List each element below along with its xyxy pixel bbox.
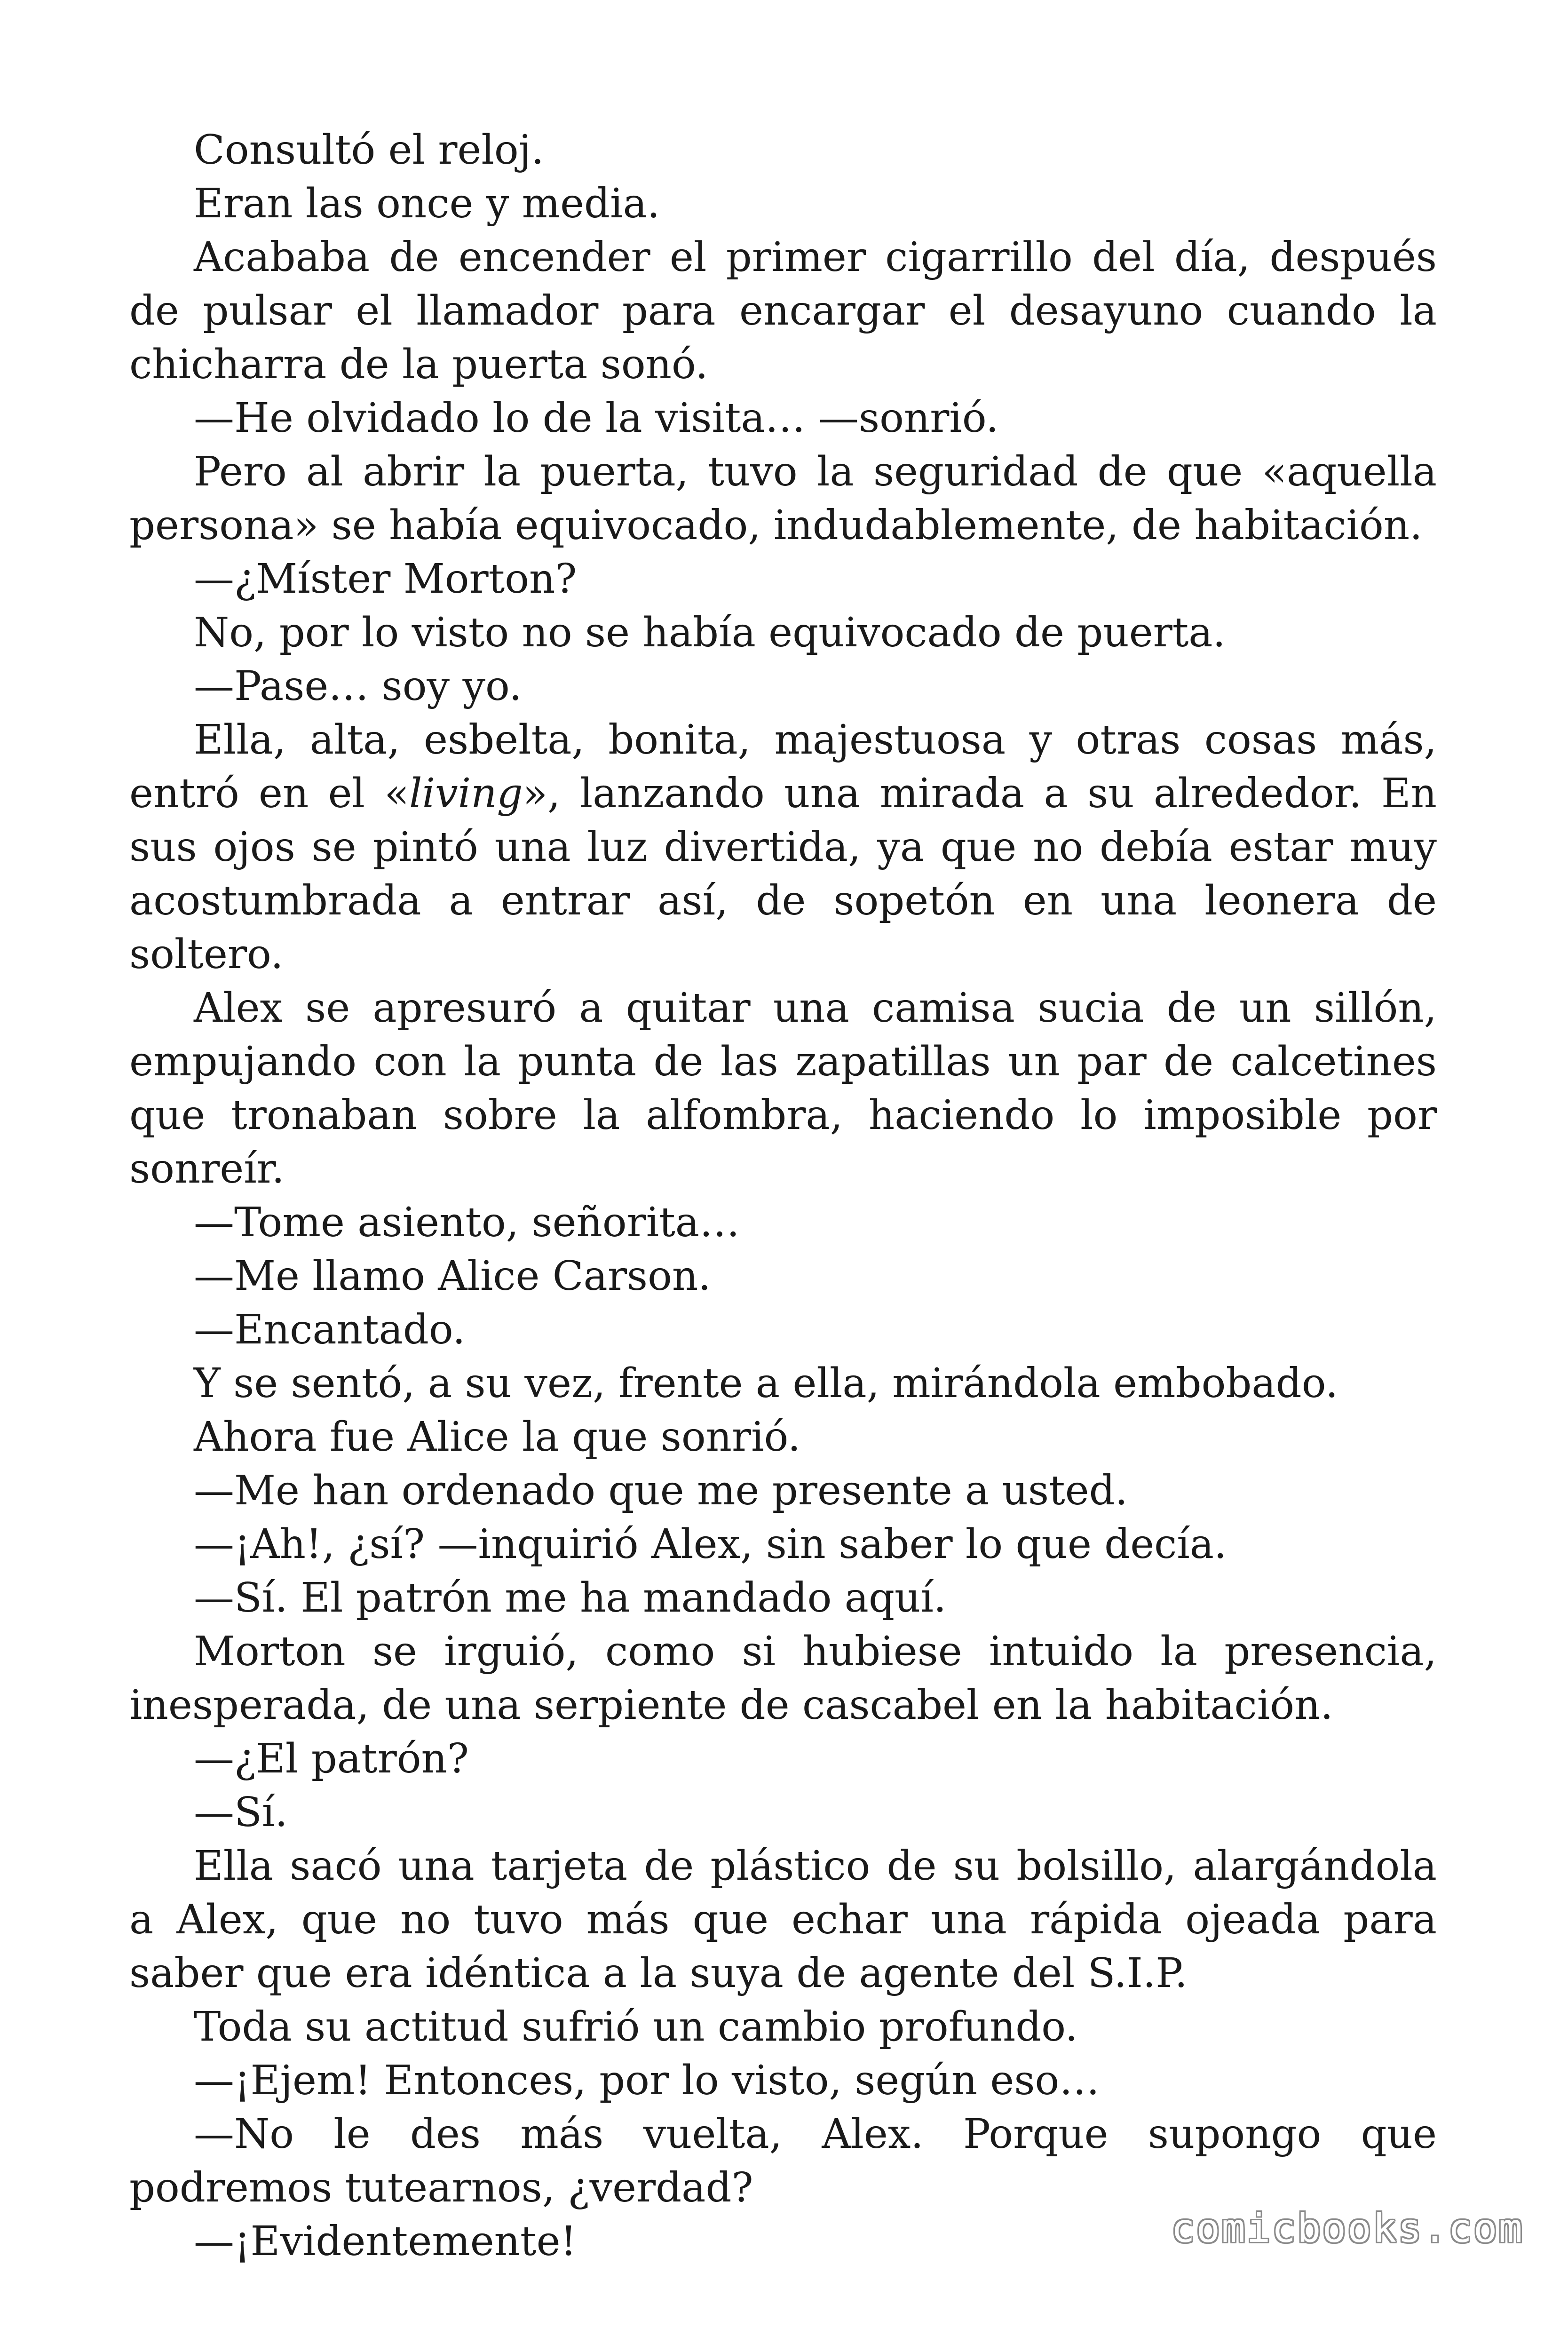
paragraph: —Me han ordenado que me presente a usted. [194,1467,1128,1514]
paragraph: —He olvidado lo de la visita… —sonrió. [194,395,999,442]
paragraph: —¡Evidentemente! [194,2218,577,2265]
italic-word: living [409,770,523,817]
book-page-text [129,123,1437,2268]
paragraph: —Encantado. [194,1306,466,1353]
paragraph: Toda su actitud sufrió un cambio profundo. [194,2003,1078,2050]
paragraph-text: Ella, alta, esbelta, bonita, majestuosa y otras cosas más, entró en el « [129,716,1437,817]
paragraph: Pero al abrir la puerta, tuvo la seguridad de que «aquella persona» se había equivocado, indudablemente, de habitación. [129,448,1437,549]
paragraph: —Sí. El patrón me ha mandado aquí. [194,1574,947,1621]
paragraph: Acababa de encender el primer cigarrillo del día, después de pulsar el llamador para encargar el desayuno cuando la chicharra de la puerta sonó. [129,234,1437,388]
paragraph: —¿Míster Morton? [194,556,577,603]
paragraph: Ahora fue Alice la que sonrió. [194,1414,801,1461]
paragraph: —Pase… soy yo. [194,663,522,710]
paragraph: —¿El patrón? [194,1735,469,1782]
paragraph: No, por lo visto no se había equivocado de puerta. [194,609,1226,656]
paragraph: Alex se apresuró a quitar una camisa sucia de un sillón, empujando con la punta de las zapatillas un par de calcetines que tronaban sobre la alfombra, haciendo lo imposible por sonreír. [129,985,1437,1192]
watermark: comicbooks.com [1171,2205,1524,2251]
paragraph: —Me llamo Alice Carson. [194,1253,711,1300]
paragraph-with-italic [129,713,1437,981]
paragraph: Consultó el reloj. [194,127,544,174]
paragraph: Ella sacó una tarjeta de plástico de su bolsillo, alargándola a Alex, que no tuvo más que echar una rápida ojeada para saber que era idéntica a la suya de agente del S.I.P. [129,1843,1437,1997]
paragraph-text: », lanzando una mirada a su alrededor. En sus ojos se pintó una luz divertida, ya que no debía estar muy acostumbrada a entrar así, de sopetón en una leonera de soltero. [129,770,1437,978]
paragraph: —¡Ah!, ¿sí? —inquirió Alex, sin saber lo que decía. [194,1521,1227,1568]
paragraph: —Sí. [194,1789,288,1836]
paragraph: —¡Ejem! Entonces, por lo visto, según eso… [194,2057,1100,2104]
paragraph: Eran las once y media. [194,180,660,227]
paragraph: Morton se irguió, como si hubiese intuido la presencia, inesperada, de una serpiente de cascabel en la habitación. [129,1628,1437,1729]
paragraph: Y se sentó, a su vez, frente a ella, mirándola embobado. [194,1360,1338,1407]
paragraph: —No le des más vuelta, Alex. Porque supongo que podremos tutearnos, ¿verdad? [129,2111,1437,2211]
paragraph: —Tome asiento, señorita… [194,1199,740,1246]
